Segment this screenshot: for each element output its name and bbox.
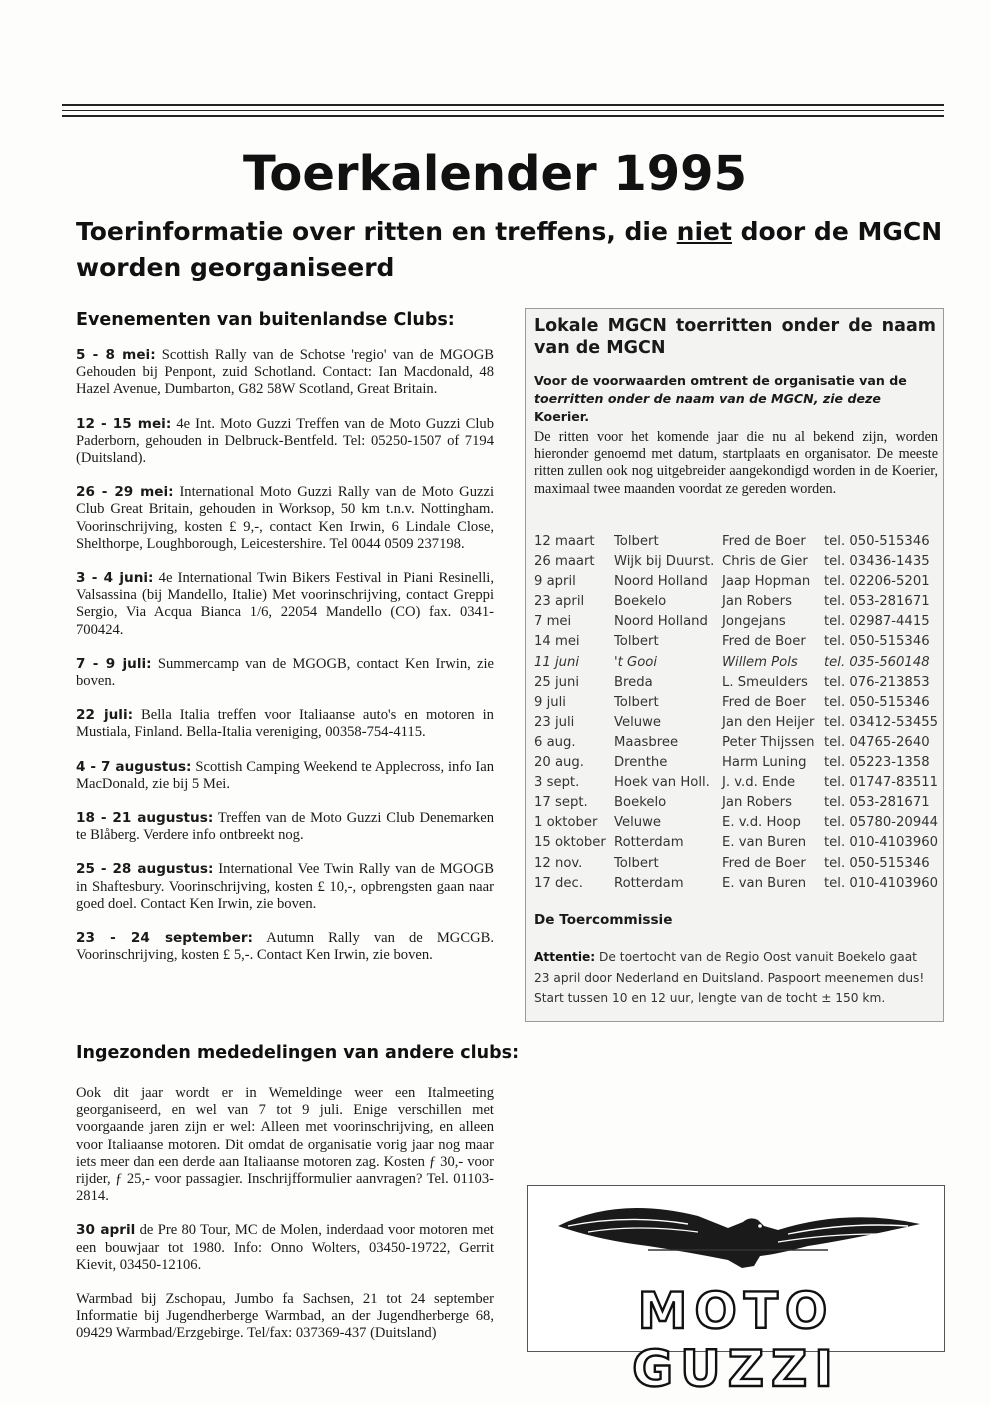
ride-date: 17 dec. bbox=[534, 875, 583, 891]
ride-start: Tolbert bbox=[614, 694, 659, 710]
ride-organizer: Fred de Boer bbox=[722, 634, 806, 650]
ride-start: Rotterdam bbox=[614, 875, 684, 891]
ride-phone: tel. 05223-1358 bbox=[824, 755, 930, 771]
event-text: International Moto Guzzi Rally van de Moto Guzzi Club Great Britain, gehouden in Worksop, 50 km t.n.v. Nottingham. Voorinschrijving, kosten £ 9,-, contact Ken Irwin, 6 Lindale Close, Shelthorpe, Loughborough, Leicestershire. Tel 0044 0509 237198. bbox=[76, 484, 495, 552]
ride-phone: tel. 05780-20944 bbox=[824, 815, 938, 831]
heading-foreign-clubs: Evenementen van buitenlandse Clubs: bbox=[76, 310, 455, 330]
ride-start: Veluwe bbox=[614, 714, 662, 730]
ride-start: Wijk bij Duurst. bbox=[614, 554, 715, 570]
events-list bbox=[76, 347, 494, 981]
ride-phone: tel. 053-281671 bbox=[824, 594, 930, 610]
table-row bbox=[534, 655, 940, 675]
notice-item bbox=[76, 1085, 494, 1205]
table-row bbox=[534, 574, 940, 594]
event-text: International Vee Twin Rally van de MGOGB in Shaftesbury. Voorinschrijving, kosten £ 10,-, opbrengsten gaan naar goed doel. Contact Ken Irwin, zie boven. bbox=[76, 861, 494, 912]
notice-text: de Pre 80 Tour, MC de Molen, inderdaad voor motoren met een bouwjaar tot 1980. Info: Onno Wolters, 03450-19722, Gerrit Kievit, 03450-12106. bbox=[76, 1222, 494, 1273]
event-item bbox=[76, 861, 494, 913]
ride-organizer: Jaap Hopman bbox=[722, 574, 811, 590]
event-text: Bella Italia treffen voor Italiaanse auto's en motoren in Mustiala, Finland. Bella-Italia vereniging, 00358-754-4115. bbox=[76, 707, 494, 741]
table-row bbox=[534, 715, 940, 735]
ride-date: 9 april bbox=[534, 574, 576, 590]
panel-intro-line1: Voor de voorwaarden omtrent de organisatie van de bbox=[534, 373, 907, 388]
ride-organizer: L. Smeulders bbox=[722, 674, 808, 690]
event-text: Autumn Rally van de MGCGB. Voorinschrijving, kosten £ 5,-. Contact Ken Irwin, zie boven. bbox=[76, 930, 494, 964]
table-row bbox=[534, 675, 940, 695]
ride-organizer: E. v.d. Hoop bbox=[722, 815, 801, 831]
table-row bbox=[534, 755, 940, 775]
ride-phone: tel. 03436-1435 bbox=[824, 554, 930, 570]
event-item bbox=[76, 656, 494, 690]
notice-text: Warmbad bij Zschopau, Jumbo fa Sachsen, 21 tot 24 september Informatie bij Jugendherberge Warmbad, an der Jugendherberge 68, 09429 Warmbad/Erzgebirge. Tel/fax: 037369-437 (Duitsland) bbox=[76, 1291, 494, 1342]
ride-phone: tel. 053-281671 bbox=[824, 795, 930, 811]
table-row bbox=[534, 735, 940, 755]
local-rides-panel bbox=[525, 308, 944, 1022]
event-date: 4 - 7 augustus: bbox=[76, 758, 192, 775]
ride-phone: tel. 050-515346 bbox=[824, 534, 930, 549]
ride-start: Noord Holland bbox=[614, 574, 708, 590]
ride-date: 7 mei bbox=[534, 614, 572, 630]
panel-intro-line2: toerritten onder de naam van de MGCN, zie deze bbox=[534, 391, 881, 406]
event-text: Summercamp van de MGOGB, contact Ken Irwin, zie boven. bbox=[76, 655, 494, 690]
ride-phone: tel. 02987-4415 bbox=[824, 614, 930, 630]
ride-phone: tel. 076-213853 bbox=[824, 674, 930, 690]
ride-organizer: J. v.d. Ende bbox=[722, 775, 796, 791]
ride-organizer: Peter Thijssen bbox=[722, 734, 815, 750]
table-row bbox=[534, 614, 940, 634]
ride-date: 26 maart bbox=[534, 554, 595, 570]
ride-phone: tel. 010-4103960 bbox=[824, 835, 938, 851]
ride-start: Tolbert bbox=[614, 534, 659, 549]
ride-date: 9 juli bbox=[534, 694, 566, 710]
table-row bbox=[534, 775, 940, 795]
table-row bbox=[534, 876, 940, 896]
event-date: 3 - 4 juni: bbox=[76, 570, 154, 587]
subtitle-underlined: niet bbox=[676, 217, 732, 246]
ride-organizer: Jan Robers bbox=[722, 795, 792, 811]
event-item bbox=[76, 930, 494, 964]
notice-item bbox=[76, 1222, 494, 1274]
ride-organizer: Jan den Heijer bbox=[722, 714, 815, 730]
ride-date: 14 mei bbox=[534, 634, 580, 650]
top-rule bbox=[62, 104, 944, 106]
ride-date: 25 juni bbox=[534, 674, 580, 690]
event-item bbox=[76, 759, 494, 793]
ride-phone: tel. 03412-53455 bbox=[824, 714, 938, 730]
ride-phone: tel. 01747-83511 bbox=[824, 775, 938, 791]
ride-start: Tolbert bbox=[614, 855, 659, 871]
notice-item bbox=[76, 1291, 494, 1343]
moto-guzzi-logo bbox=[527, 1185, 945, 1398]
event-date: 22 juli: bbox=[76, 707, 134, 724]
event-date: 5 - 8 mei: bbox=[76, 347, 156, 363]
ride-start: Noord Holland bbox=[614, 614, 708, 630]
ride-start: Drenthe bbox=[614, 755, 668, 771]
ride-phone: tel. 010-4103960 bbox=[824, 875, 938, 891]
ride-organizer: Harm Luning bbox=[722, 755, 807, 771]
notice-date: 30 april bbox=[76, 1222, 136, 1239]
panel-body: De ritten voor het komende jaar die nu al bekend zijn, worden hieronder genoemd met datum, startplaats en organisator. De meeste ritten zullen ook nog uitgebreider aangekondigd worden in de Koerier, maximaal twee maanden voordat ze gereden worden. bbox=[534, 429, 938, 497]
subtitle-org: MGCN bbox=[857, 217, 943, 246]
table-row bbox=[534, 594, 940, 614]
event-text: Scottish Rally van de Schotse 'regio' van de MGOGB Gehouden bij Penpont, zuid Schotland. Contact: Ian Macdonald, 48 Hazel Avenue, Dumbarton, G82 58W Scotland, Great Britain. bbox=[76, 347, 494, 398]
ride-date: 23 juli bbox=[534, 714, 575, 730]
table-row bbox=[534, 835, 940, 855]
table-row bbox=[534, 534, 940, 554]
ride-date: 3 sept. bbox=[534, 775, 580, 791]
ride-date: 12 maart bbox=[534, 534, 595, 549]
event-item bbox=[76, 347, 494, 399]
event-date: 23 - 24 september: bbox=[76, 930, 253, 947]
ride-organizer: Chris de Gier bbox=[722, 554, 808, 570]
ride-phone: tel. 050-515346 bbox=[824, 694, 930, 710]
note-label: Attentie: bbox=[534, 950, 596, 964]
subtitle-text-after: door de bbox=[731, 217, 858, 246]
ride-start: Rotterdam bbox=[614, 835, 684, 851]
ride-date: 6 aug. bbox=[534, 734, 576, 750]
page-subtitle bbox=[76, 214, 946, 286]
ride-date: 1 oktober bbox=[534, 815, 598, 831]
subtitle-line2: worden georganiseerd bbox=[76, 253, 395, 282]
heading-notices: Ingezonden mededelingen van andere clubs: bbox=[76, 1043, 520, 1063]
ride-organizer: Fred de Boer bbox=[722, 855, 806, 871]
event-date: 18 - 21 augustus: bbox=[76, 810, 214, 827]
ride-phone: tel. 050-515346 bbox=[824, 634, 930, 650]
ride-organizer: Jan Robers bbox=[722, 594, 792, 610]
subtitle-text: Toerinformatie over ritten en treffens, die bbox=[76, 217, 677, 246]
ride-start: 't Gooi bbox=[614, 654, 658, 670]
panel-intro-line3: Koerier. bbox=[534, 409, 589, 424]
ride-start: Boekelo bbox=[614, 795, 667, 811]
ride-phone: tel. 035-560148 bbox=[824, 654, 930, 670]
table-row bbox=[534, 815, 940, 835]
ride-phone: tel. 02206-5201 bbox=[824, 574, 930, 590]
ride-organizer: Jongejans bbox=[722, 614, 786, 630]
event-date: 12 - 15 mei: bbox=[76, 415, 172, 432]
event-item bbox=[76, 810, 494, 844]
notices-list bbox=[76, 1085, 494, 1360]
logo-text: MOTO GUZZI bbox=[632, 1282, 840, 1398]
ride-organizer: E. van Buren bbox=[722, 875, 807, 891]
notice-text: Ook dit jaar wordt er in Wemeldinge weer een Italmeeting georganiseerd, en wel van 7 tot 9 juli. Enige verschillen met voorgaande jaren zijn er wel: Alleen met voorinschrijving, en alleen voor Italiaanse motoren. Dit omdat de organisatie vorig jaar nog maar iets meer dan een derde aan Italiaanse motoren zag. Kosten ƒ 30,- voor rijder, ƒ 25,- voor passagier. Inschrijfformulier aanvragen? Tel. 01103-2814. bbox=[76, 1085, 494, 1205]
ride-organizer: Fred de Boer bbox=[722, 694, 806, 710]
table-row bbox=[534, 634, 940, 654]
event-date: 26 - 29 mei: bbox=[76, 484, 174, 501]
event-item bbox=[76, 570, 494, 639]
ride-organizer: E. van Buren bbox=[722, 835, 807, 851]
ride-start: Veluwe bbox=[614, 815, 662, 831]
ride-date: 11 juni bbox=[534, 654, 580, 670]
panel-title: Lokale MGCN toerritten onder de naam van de MGCN bbox=[534, 316, 936, 358]
event-item bbox=[76, 416, 494, 468]
ride-date: 15 oktober bbox=[534, 835, 606, 851]
event-item bbox=[76, 484, 494, 553]
ride-date: 23 april bbox=[534, 594, 585, 610]
top-rule-thin bbox=[62, 110, 944, 111]
ride-start: Hoek van Holl. bbox=[614, 775, 710, 791]
ride-date: 17 sept. bbox=[534, 795, 588, 811]
event-text: Treffen van de Moto Guzzi Club Denemarken te Blåberg. Verdere info ontbreekt nog. bbox=[76, 810, 494, 844]
table-row bbox=[534, 554, 940, 574]
event-item bbox=[76, 707, 494, 741]
ride-date: 20 aug. bbox=[534, 755, 584, 771]
ride-start: Breda bbox=[614, 674, 653, 690]
table-row bbox=[534, 695, 940, 715]
ride-organizer: Willem Pols bbox=[722, 654, 798, 670]
rides-table bbox=[534, 534, 940, 896]
event-text: 4e International Twin Bikers Festival in Piani Resinelli, Valsassina (bij Mandello, Italie) Met voorinschrijving, contact Greppi Sergio, Via Acqua Bianca 1/6, 22054 Mandello (CO) fax. 0341-700424. bbox=[76, 570, 494, 638]
table-row bbox=[534, 856, 940, 876]
ride-start: Maasbree bbox=[614, 734, 679, 750]
ride-organizer: Fred de Boer bbox=[722, 534, 806, 549]
ride-start: Boekelo bbox=[614, 594, 667, 610]
ride-date: 12 nov. bbox=[534, 855, 583, 871]
event-text: 4e Int. Moto Guzzi Treffen van de Moto Guzzi Club Paderborn, gehouden in Delbruck-Bentfeld. Tel: 05250-1507 of 7194 (Duitsland). bbox=[76, 415, 495, 467]
panel-signature: De Toercommissie bbox=[534, 912, 673, 928]
ride-phone: tel. 04765-2640 bbox=[824, 734, 930, 750]
table-row bbox=[534, 795, 940, 815]
panel-intro bbox=[534, 372, 936, 426]
event-text: Scottish Camping Weekend te Applecross, info Ian MacDonald, zie bij 5 Mei. bbox=[76, 758, 494, 792]
note-text: De toertocht van de Regio Oost vanuit Boekelo gaat 23 april door Nederland en Duitsland. Paspoort meenemen dus! Start tussen 10 en 12 uur, lengte van de tocht ± 150 km. bbox=[534, 950, 925, 1005]
ride-phone: tel. 050-515346 bbox=[824, 855, 930, 871]
panel-note bbox=[534, 947, 936, 1009]
top-rule-bottom bbox=[62, 115, 944, 117]
ride-start: Tolbert bbox=[614, 634, 659, 650]
event-date: 25 - 28 augustus: bbox=[76, 861, 214, 878]
event-date: 7 - 9 juli: bbox=[76, 655, 152, 672]
page-title: Toerkalender 1995 bbox=[243, 146, 747, 202]
